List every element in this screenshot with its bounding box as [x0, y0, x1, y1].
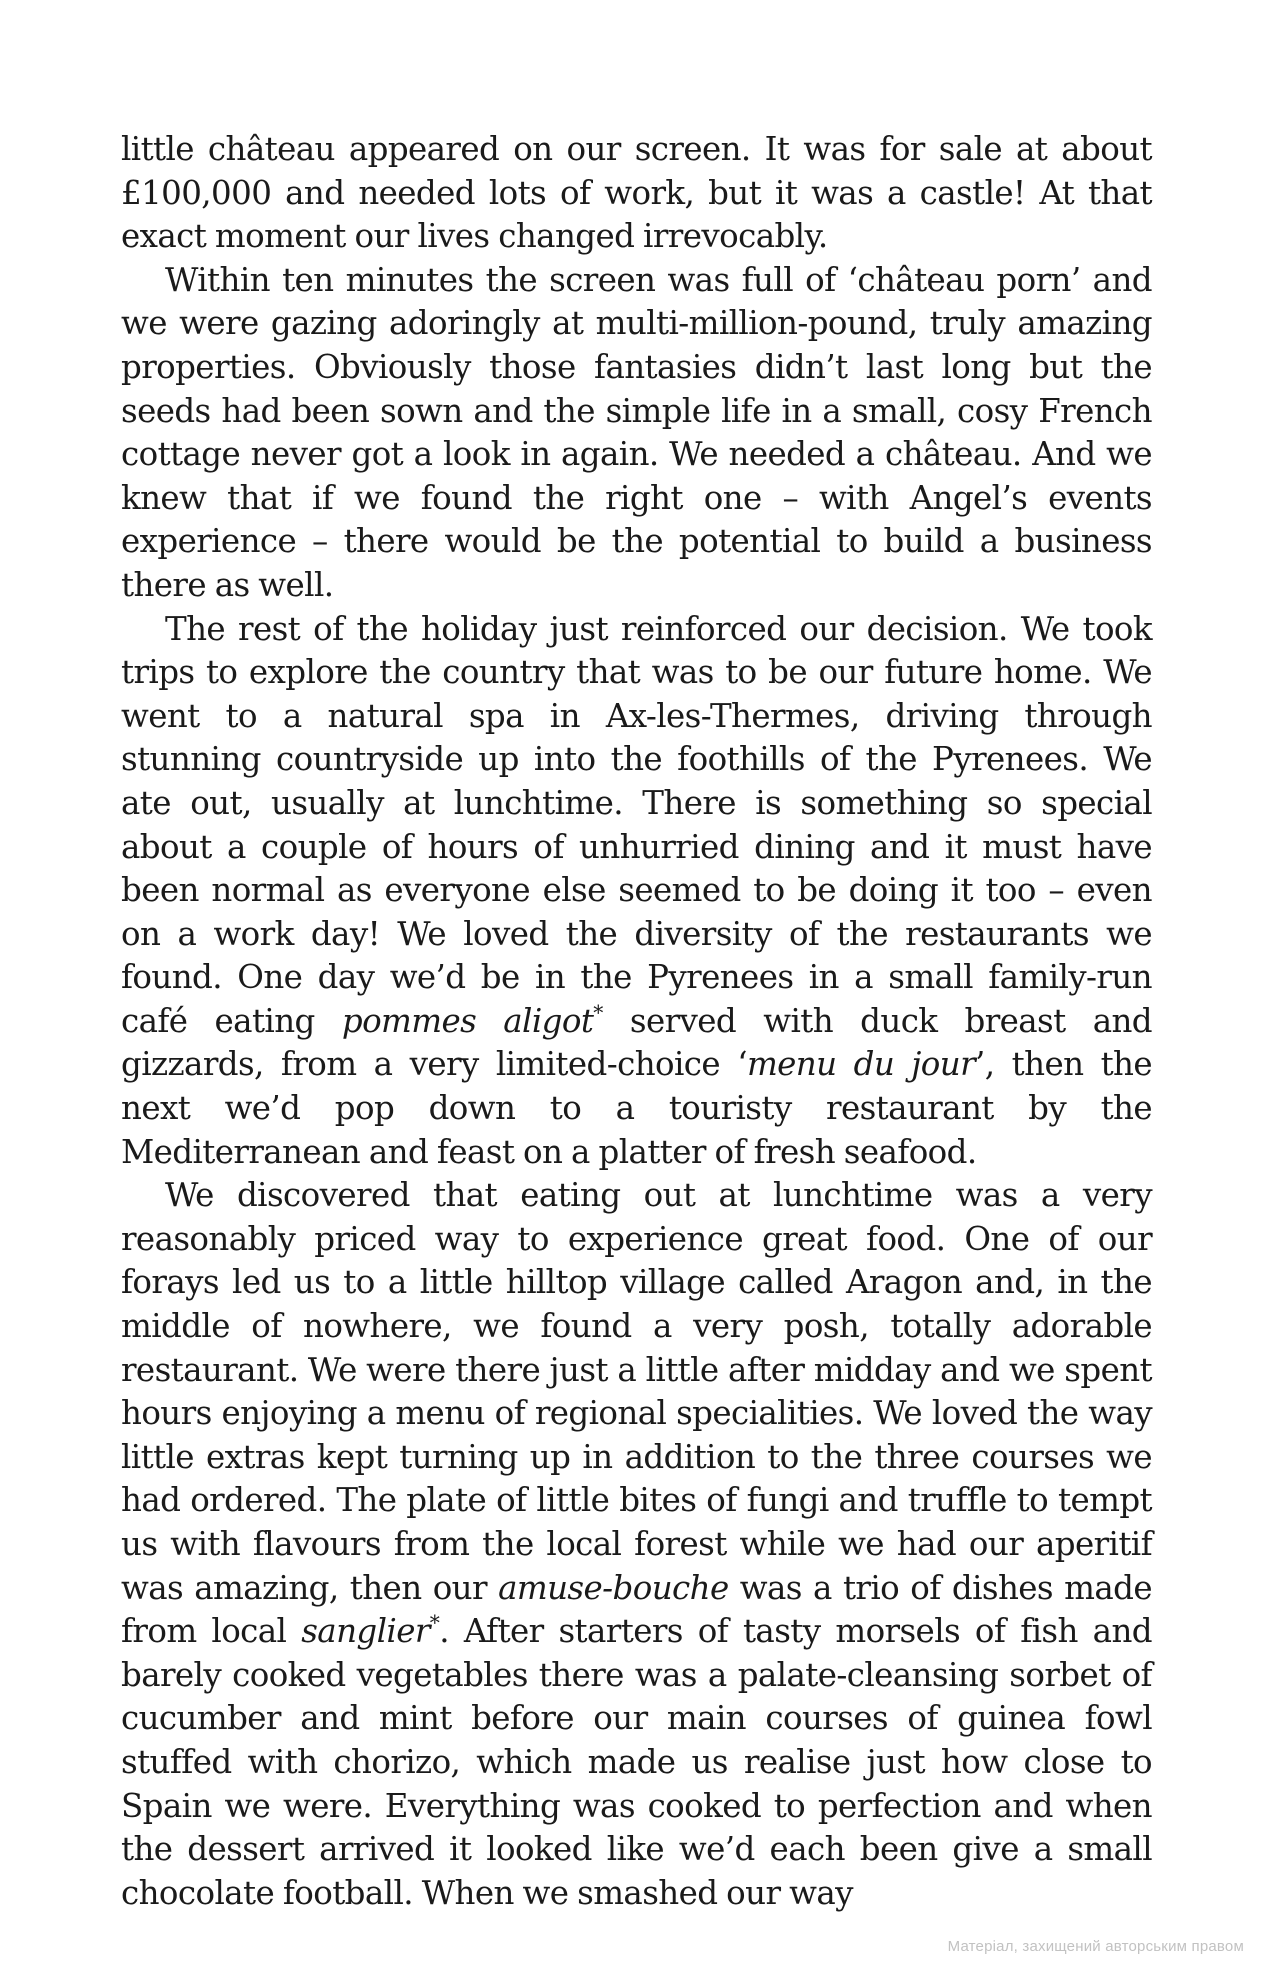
italic-term: amuse-bouche: [498, 1568, 729, 1607]
italic-term: pommes aligot: [341, 1001, 594, 1040]
page-body: [121, 128, 1152, 1915]
text-run: We discovered that eating out at lunchtime was a very reasonably priced way to experience great food. One of our forays led us to a little hilltop village called Aragon and, in the middle of nowhere, we found a very posh, totally adorable restaurant. We were there just a little after midday and we spent hours enjoying a menu of regional specialities. We loved the way little extras kept turning up in addition to the three courses we had ordered. The plate of little bites of fungi and truffle to tempt us with flavours from the local forest while we had our aperitif was amazing, then our: [121, 1176, 1152, 1607]
text-run: . After starters of tasty morsels of fish and barely cooked vegetables there was a palate-cleansing sorbet of cucumber and mint before our main courses of guinea fowl stuffed with chorizo, which made us realise just how close to Spain we were. Everything was cooked to perfection and when the dessert arrived it looked like we’d each been give a small chocolate football. When we smashed our way: [121, 1612, 1152, 1912]
text-run: was a trio of dishes made from local: [121, 1568, 1152, 1651]
footnote-marker: *: [429, 1611, 440, 1636]
copyright-watermark: Матеріал, захищений авторським правом: [947, 1938, 1244, 1955]
paragraph: [121, 128, 1152, 259]
text-run: served with duck breast and gizzards, from a very limited-choice ‘: [121, 1001, 1153, 1084]
text-run: ’, then the next we’d pop down to a touristy restaurant by the Mediterranean and feast on a platter of fresh seafood.: [121, 1045, 1152, 1171]
paragraph: [121, 259, 1152, 608]
italic-term: menu du jour: [746, 1045, 976, 1084]
text-run: Within ten minutes the screen was full of ‘château porn’ and we were gazing adoringly at multi-million-pound, truly amazing properties. Obviously those fantasies didn’t last long but the seeds had been sown and the simple life in a small, cosy French cottage never got a look in again. We needed a château. And we knew that if we found the right one – with Angel’s events experience – there would be the potential to build a business there as well.: [121, 260, 1152, 604]
footnote-marker: *: [593, 1001, 603, 1026]
paragraph: [121, 608, 1152, 1175]
paragraph: [121, 1174, 1152, 1915]
text-run: little château appeared on our screen. It was for sale at about £100,000 and needed lots of work, but it was a castle! At that exact moment our lives changed irrevocably.: [121, 130, 1152, 256]
text-run: The rest of the holiday just reinforced our decision. We took trips to explore the country that was to be our future home. We went to a natural spa in Ax-les-Thermes, driving through stunning countryside up into the foothills of the Pyrenees. We ate out, usually at lunchtime. There is something so special about a couple of hours of unhurried dining and it must have been normal as everyone else seemed to be doing it too – even on a work day! We loved the diversity of the restaurants we found. One day we’d be in the Pyrenees in a small family-run café eating: [121, 609, 1152, 1040]
italic-term: sanglier: [301, 1612, 430, 1651]
